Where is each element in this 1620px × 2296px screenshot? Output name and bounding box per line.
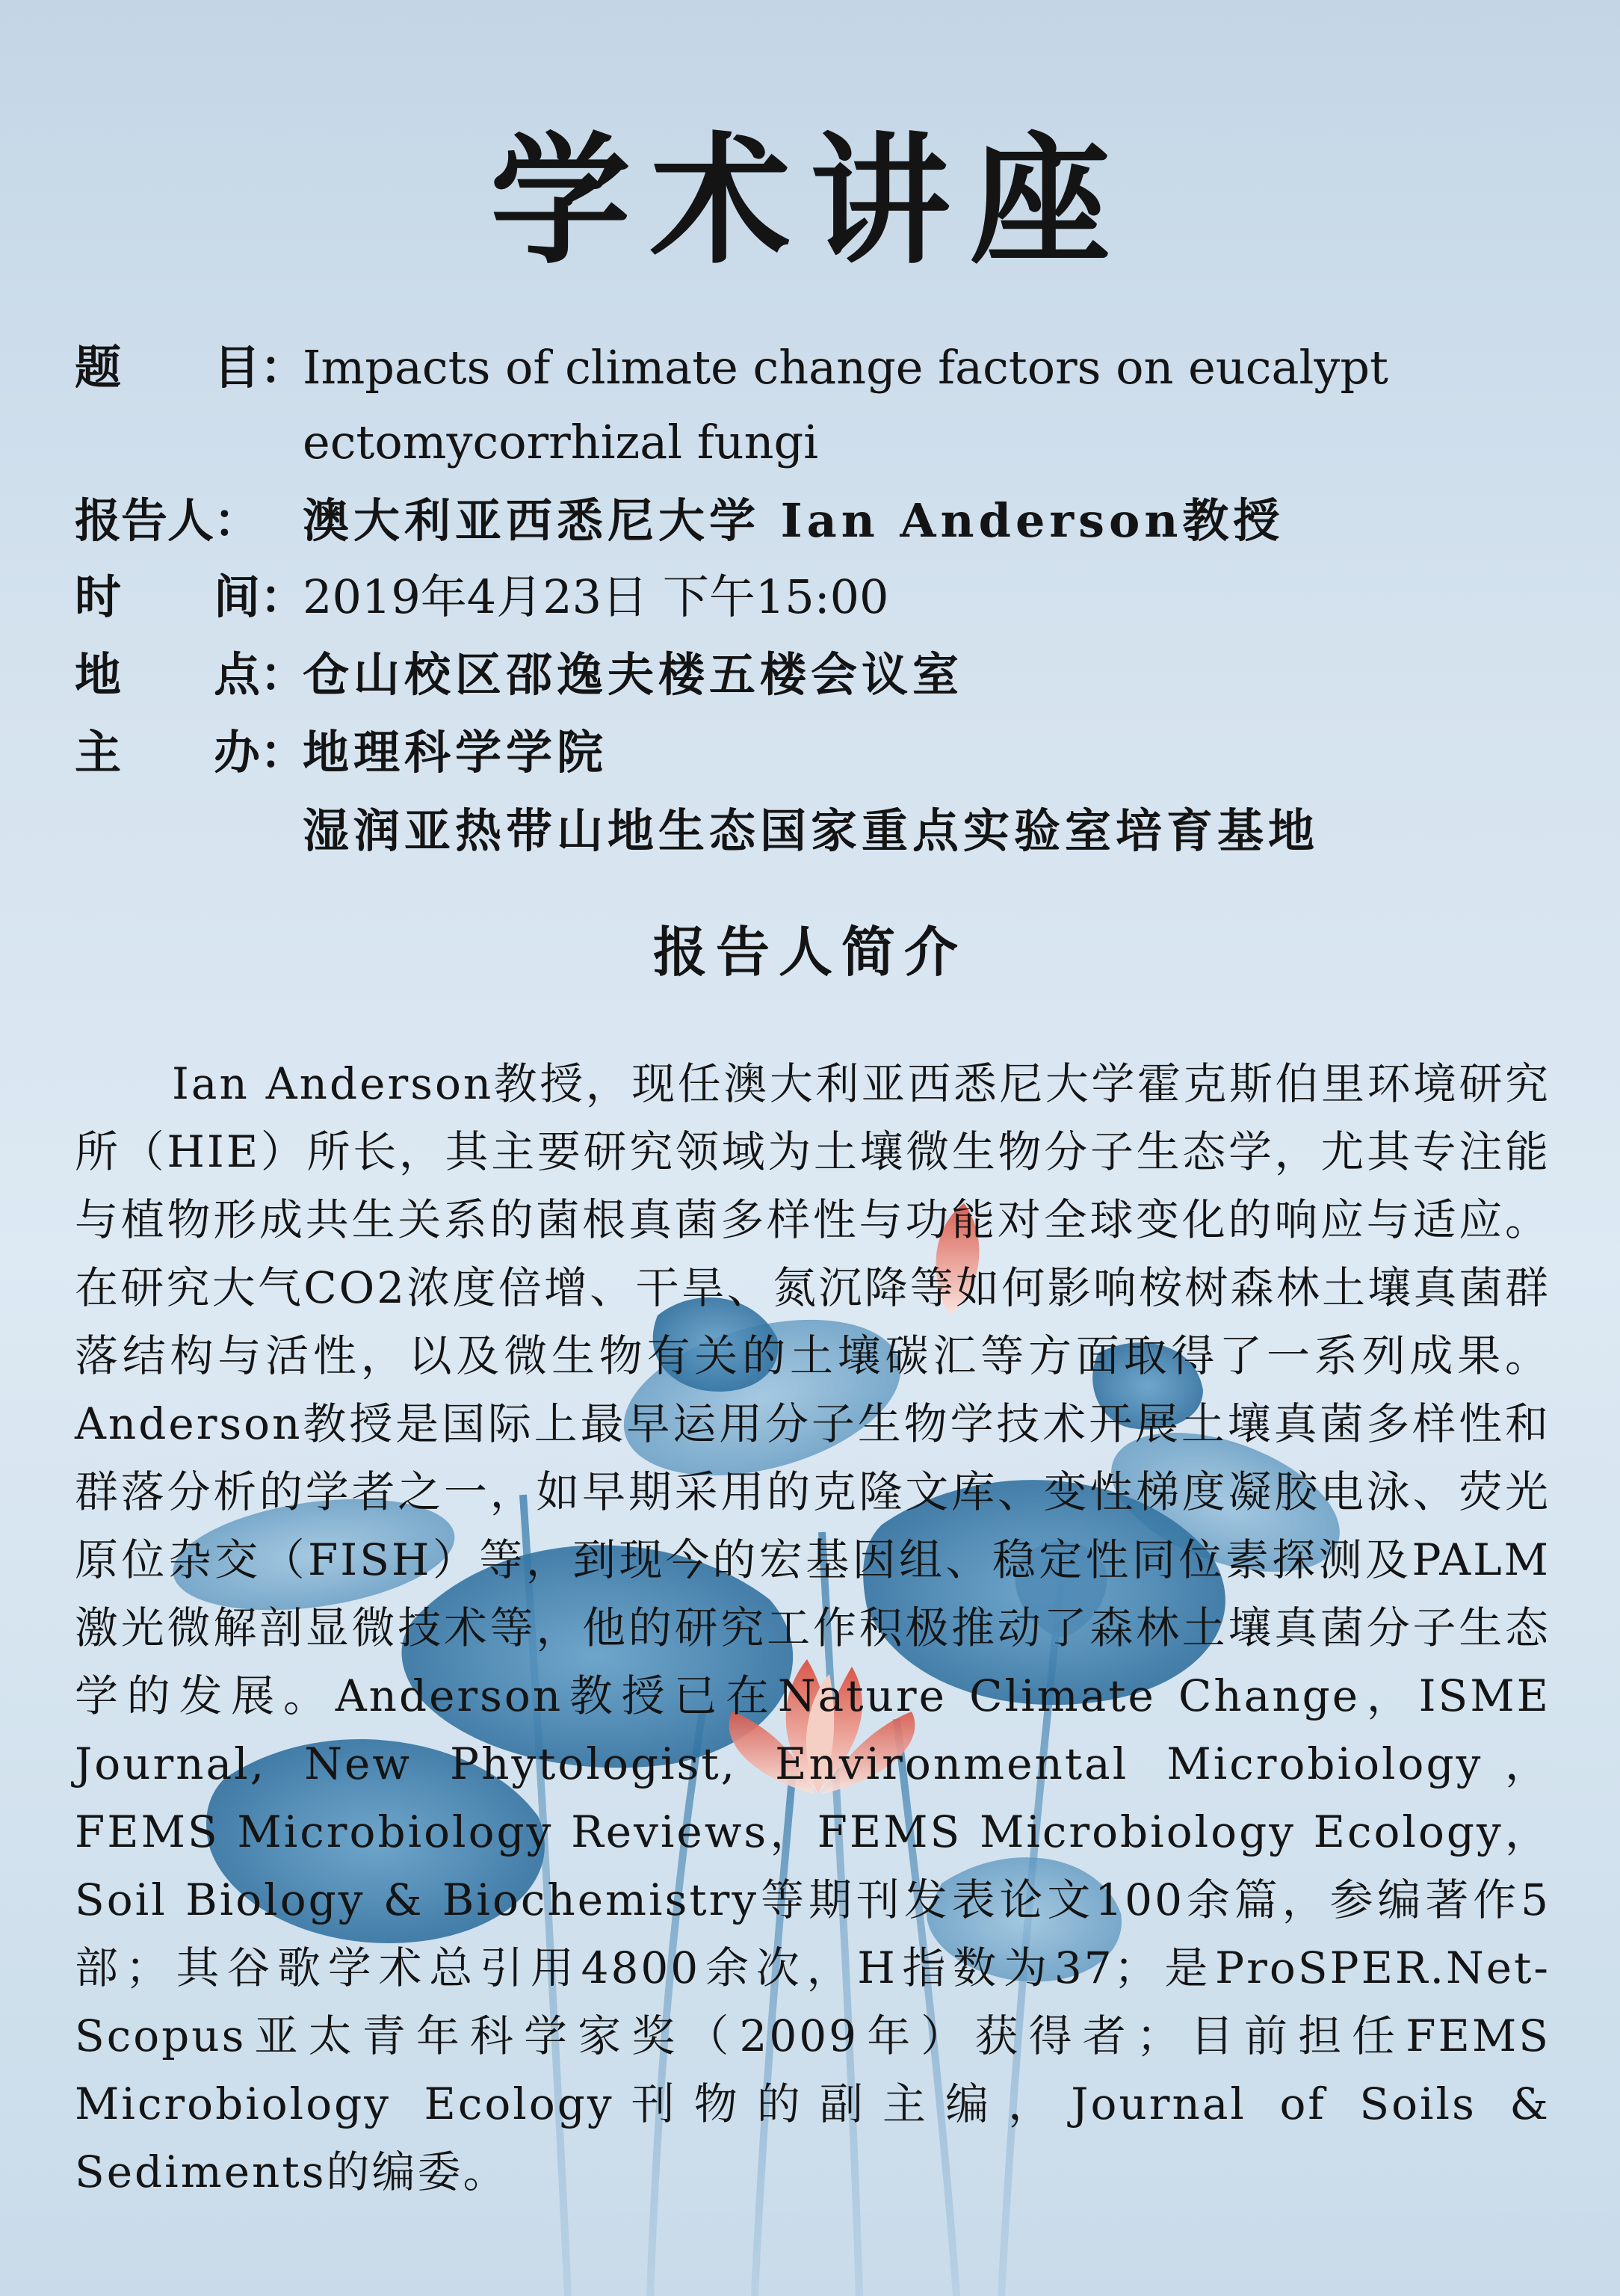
bio-paragraph: Ian Anderson教授，现任澳大利亚西悉尼大学霍克斯伯里环境研究所（HIE）所长，其主要研究领域为土壤微生物分子生态学，尤其专注能与植物形成共生关系的菌根真菌多样性与功能对全球变化的响应与适应。在研究大气CO2浓度倍增、干旱、氮沉降等如何影响桉树森林土壤真菌群落结构与活性，以及微生物有关的土壤碳汇等方面取得了一系列成果。Anderson教授是国际上最早运用分子生物学技术开展土壤真菌多样性和群落分析的学者之一，如早期采用的克隆文库、变性梯度凝胶电泳、荧光原位杂交（FISH）等，到现今的宏基因组、稳定性同位素探测及PALM激光微解剖显微技术等，他的研究工作积极推动了森林土壤真菌分子生态学的发展。Anderson教授已在Nature Climate Change，ISME Journal, New Phytologist, Environmental Microbiology，FEMS Microbiology Reviews，FEMS Microbiology Ecology，Soil Biology & Biochemistry等期刊发表论文100余篇，参编著作5部；其谷歌学术总引用4800余次，H指数为37；是ProSPER.Net-Scopus亚太青年科学家奖（2009年）获得者；目前担任FEMS Microbiology Ecology刊物的副主编，Journal of Soils & Sediments的编委。 bbox=[75, 1058, 1551, 2197]
topic-line-2: ectomycorrhizal fungi bbox=[303, 415, 819, 469]
host-label: 主 办： bbox=[75, 725, 307, 780]
host-line-2: 湿润亚热带山地生态国家重点实验室培育基地 bbox=[303, 803, 1320, 858]
place-label: 地 点： bbox=[75, 647, 307, 702]
topic-label: 题 目： bbox=[75, 340, 307, 395]
speaker-label: 报告人： bbox=[75, 493, 261, 548]
time-label: 时 间： bbox=[75, 570, 307, 624]
poster-title: 学术讲座 bbox=[490, 118, 1130, 283]
host-line-1: 地理科学学院 bbox=[303, 725, 608, 780]
speaker-value: 澳大利亚西悉尼大学 Ian Anderson教授 bbox=[303, 493, 1284, 548]
time-value: 2019年4月23日 下午15:00 bbox=[303, 570, 889, 624]
bio-heading: 报告人简介 bbox=[652, 920, 967, 984]
place-value: 仓山校区邵逸夫楼五楼会议室 bbox=[303, 647, 964, 702]
topic-line-1: Impacts of climate change factors on eucalypt bbox=[303, 340, 1388, 395]
